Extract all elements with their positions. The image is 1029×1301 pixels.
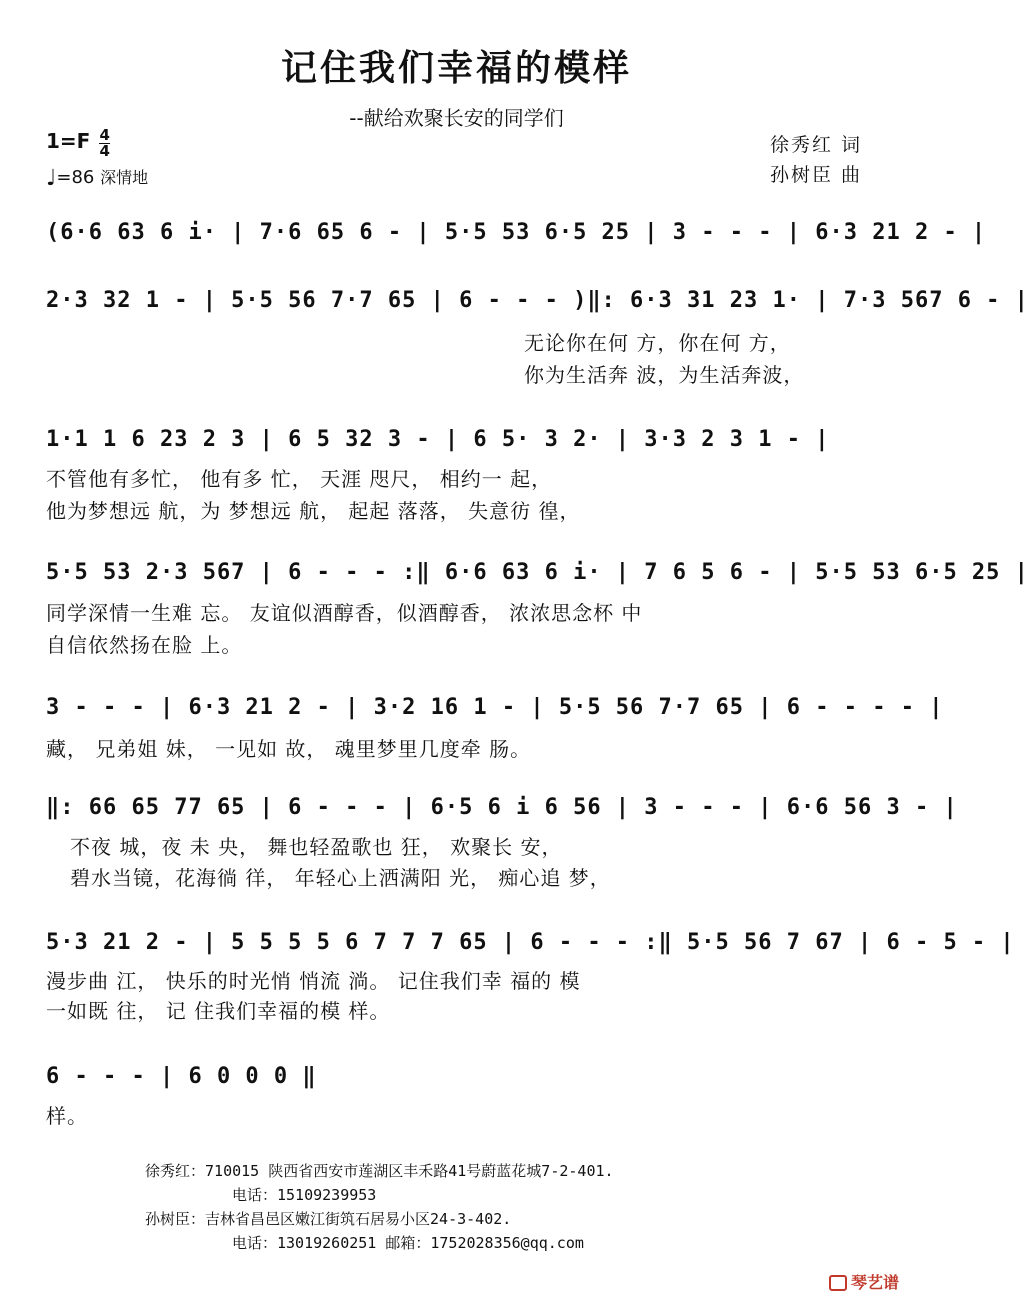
notation-line-2: 2·3 32 1 - | 5·5 56 7·7 65 | 6 - - - )‖: 6·3 31 23 1· | 7·3 567 6 - | <box>46 288 1029 313</box>
time-signature-bottom: 4 <box>99 142 110 160</box>
notation-line-3: 1·1 1 6 23 2 3 | 6 5 32 3 - | 6 5· 3 2· | 3·3 2 3 1 - | <box>46 427 830 452</box>
time-signature-top: 4 <box>99 126 110 144</box>
lyric-line-4-verse-1: 同学深情一生难 忘。 友谊似酒醇香，似酒醇香， 浓浓思念杯 中 <box>46 601 643 625</box>
composer-credit: 孙树臣 曲 <box>770 164 863 186</box>
logo-icon <box>829 1275 847 1291</box>
lyric-line-6-verse-1: 不夜 城，夜 未 央， 舞也轻盈歌也 狂， 欢聚长 安， <box>70 835 563 859</box>
lyric-line-7-verse-2: 一如既 往， 记 住我们幸福的模 样。 <box>46 999 391 1023</box>
page-title: 记住我们幸福的模样 <box>280 48 632 89</box>
contact-1-phone: 电话：15109239953 <box>232 1186 377 1204</box>
notation-line-7: 5·3 21 2 - | 5 5 5 5 6 7 7 7 65 | 6 - - - :‖ 5·5 56 7 67 | 6 - 5 - | <box>46 930 1015 955</box>
lyric-line-2-verse-2: 你为生活奔 波，为生活奔波， <box>524 363 805 387</box>
notation-line-6: ‖: 66 65 77 65 | 6 - - - | 6·5 6 i 6 56 | 3 - - - | 6·6 56 3 - | <box>46 795 958 820</box>
tempo-marking <box>46 165 148 191</box>
contact-2-address: 吉林省昌邑区嫩江街筑石居易小区24-3-402. <box>205 1210 512 1228</box>
contact-1-name: 徐秀红： <box>145 1162 206 1180</box>
time-signature <box>99 128 109 159</box>
quarter-note-icon: ♩ <box>46 166 57 191</box>
notation-line-4: 5·5 53 2·3 567 | 6 - - - :‖ 6·6 63 6 i· | 7 6 5 6 - | 5·5 53 6·5 25 | <box>46 560 1029 585</box>
key-signature: 1=F <box>46 129 91 153</box>
notation-line-5: 3 - - - | 6·3 21 2 - | 3·2 16 1 - | 5·5 56 7·7 65 | 6 - - - - | <box>46 695 944 720</box>
contact-2 <box>145 1208 511 1229</box>
tempo-value: =86 <box>56 167 95 188</box>
watermark <box>829 1270 899 1293</box>
lyric-line-4-verse-2: 自信依然扬在脸 上。 <box>46 633 243 657</box>
contact-2-phone-email: 电话：13019260251 邮箱：1752028356@qq.com <box>232 1234 584 1252</box>
lyric-line-3-verse-2: 他为梦想远 航，为 梦想远 航， 起起 落落， 失意彷 徨， <box>46 499 581 523</box>
contact-1-address: 710015 陕西省西安市莲湖区丰禾路41号蔚蓝花城7-2-401. <box>205 1162 614 1180</box>
notation-line-1: (6·6 63 6 i· | 7·6 65 6 - | 5·5 53 6·5 25 | 3 - - - | 6·3 21 2 - | <box>46 220 987 245</box>
lyric-line-7-verse-1: 漫步曲 江， 快乐的时光悄 悄流 淌。 记住我们幸 福的 模 <box>46 969 581 993</box>
subtitle: --献给欢聚长安的同学们 <box>349 106 564 130</box>
lyric-line-6-verse-2: 碧水当镜，花海徜 徉， 年轻心上洒满阳 光， 痴心追 梦， <box>70 866 611 890</box>
tempo-expression: 深情地 <box>100 168 149 187</box>
watermark-text: 琴艺谱 <box>850 1273 899 1292</box>
contact-1 <box>145 1160 614 1181</box>
lyric-line-3-verse-1: 不管他有多忙， 他有多 忙， 天涯 咫尺， 相约一 起， <box>46 467 553 491</box>
key-signature-block <box>46 128 110 159</box>
lyric-line-8-verse-1: 样。 <box>46 1104 88 1128</box>
lyric-line-5-verse-1: 藏， 兄弟姐 妹， 一见如 故， 魂里梦里几度牵 肠。 <box>46 737 532 761</box>
lyric-line-2-verse-1: 无论你在何 方，你在何 方， <box>524 331 791 355</box>
lyricist-credit: 徐秀红 词 <box>770 134 863 156</box>
notation-line-8: 6 - - - | 6 0 0 0 ‖ <box>46 1064 317 1089</box>
contact-2-name: 孙树臣： <box>145 1210 206 1228</box>
